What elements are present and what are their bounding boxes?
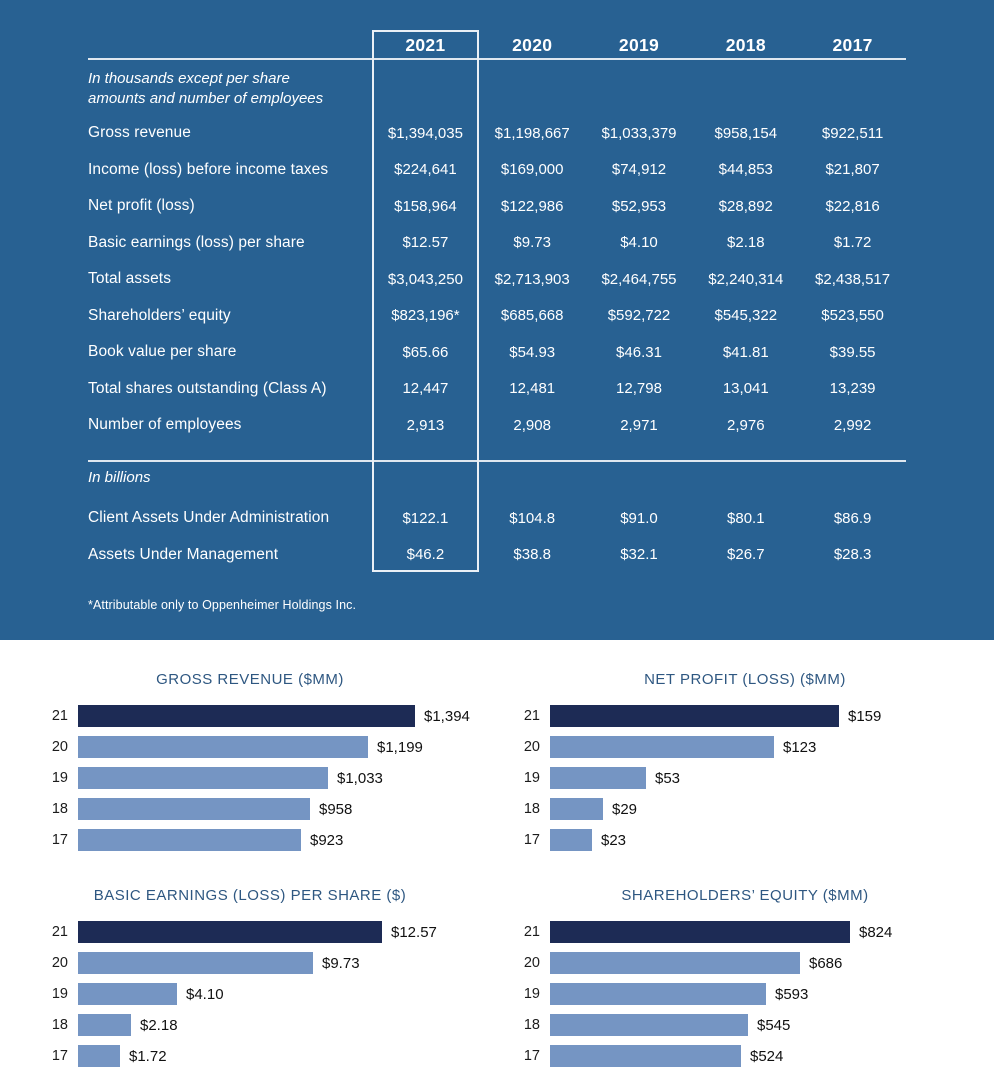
table-row	[88, 413, 906, 437]
row-label: Basic earnings (loss) per share	[88, 233, 305, 251]
units-note-line: In thousands except per share	[88, 70, 290, 87]
bar	[550, 767, 646, 789]
table-cell: $46.2	[406, 546, 445, 563]
bar-row	[510, 983, 980, 1005]
table-cell: $41.81	[722, 343, 769, 361]
bar	[78, 921, 382, 943]
table-cell: 13,239	[829, 380, 876, 397]
chart-bars	[510, 705, 980, 851]
bar-row	[15, 767, 485, 789]
current-year-highlight-box	[372, 30, 479, 572]
table-cell: $122.1	[402, 509, 449, 527]
bar-value-label: $123	[783, 738, 817, 756]
bar-year-label: 18	[523, 801, 540, 817]
row-label: Book value per share	[88, 343, 237, 360]
table-row	[88, 506, 906, 530]
table-cell: $80.1	[727, 509, 765, 527]
bar-row	[15, 983, 485, 1005]
table-row	[88, 340, 906, 364]
table-cell: $922,511	[821, 124, 884, 142]
bar	[550, 1045, 741, 1067]
table-cell: 12,798	[616, 380, 662, 397]
bar-value-label: $545	[757, 1016, 791, 1034]
table-cell: $38.8	[513, 546, 551, 563]
bar	[78, 736, 368, 758]
table-cell: $592,722	[607, 307, 671, 324]
chart-basic-eps	[15, 886, 485, 1076]
table-cell: $158,964	[394, 197, 457, 215]
table-row	[88, 267, 906, 291]
table-cell: $169,000	[500, 161, 564, 178]
bar-value-label: $23	[601, 831, 627, 849]
bar-year-label: 17	[51, 1048, 68, 1064]
table-row	[88, 121, 906, 145]
bar-value-label: $1,394	[424, 707, 470, 725]
table-cell: $22,816	[825, 197, 880, 215]
table-cell: $1,394,035	[387, 124, 463, 142]
bar-value-label: $923	[310, 831, 344, 849]
bar-row	[15, 1045, 485, 1067]
bar	[550, 705, 839, 727]
bar	[78, 1014, 131, 1036]
table-cell: $28,892	[718, 197, 773, 215]
table-cell: 2,908	[513, 416, 551, 434]
table-cell: 12,447	[402, 380, 449, 397]
row-label: Net profit (loss)	[88, 197, 195, 214]
bar	[78, 983, 177, 1005]
bar	[550, 736, 774, 758]
footnote: *Attributable only to Oppenheimer Holdings Inc.	[88, 598, 357, 612]
bar-value-label: $4.10	[186, 985, 224, 1003]
bar-year-label: 19	[523, 770, 540, 786]
bar	[550, 952, 800, 974]
units-note	[88, 69, 323, 108]
header-divider-line	[88, 58, 906, 60]
bar	[78, 829, 301, 851]
year-header: 2020	[512, 34, 553, 55]
table-row	[88, 158, 906, 182]
bar-year-label: 17	[523, 832, 540, 848]
table-cell: $2,438,517	[815, 270, 891, 288]
bar	[550, 983, 766, 1005]
bar-year-label: 21	[523, 708, 540, 724]
chart-bars	[510, 921, 980, 1067]
table-cell: $91.0	[620, 509, 658, 527]
table-row	[88, 304, 906, 328]
bar	[78, 1045, 120, 1067]
chart-title: NET PROFIT (LOSS) ($MM)	[644, 671, 846, 688]
table-row	[88, 231, 906, 255]
bar-year-label: 20	[523, 739, 540, 755]
table-cell: 2,976	[727, 416, 765, 434]
section-label-billions: In billions	[88, 469, 151, 486]
bar	[550, 798, 603, 820]
bar-value-label: $824	[859, 923, 893, 941]
table-cell: $2,464,755	[601, 270, 677, 288]
bar-row	[15, 1014, 485, 1036]
bar-year-label: 17	[51, 832, 68, 848]
bar-row	[510, 1014, 980, 1036]
table-cell: $545,322	[714, 307, 778, 324]
bar-value-label: $524	[750, 1047, 784, 1065]
table-cell: 12,481	[509, 380, 556, 397]
table-cell: $39.55	[829, 343, 876, 361]
table-row	[88, 543, 906, 567]
table-cell: $28.3	[833, 546, 872, 563]
bar	[550, 829, 592, 851]
bar-row	[510, 705, 980, 727]
table-cell: $26.7	[727, 546, 765, 563]
bar-value-label: $1,033	[337, 769, 383, 787]
bar-row	[15, 921, 485, 943]
table-cell: $54.93	[509, 343, 556, 361]
bar-value-label: $53	[655, 769, 681, 787]
bar	[550, 1014, 748, 1036]
table-cell: $86.9	[833, 509, 872, 527]
table-cell: $523,550	[821, 307, 884, 324]
table-cell: 2,913	[406, 416, 445, 434]
bar-year-label: 18	[51, 801, 68, 817]
bar	[78, 952, 313, 974]
bar-year-label: 21	[51, 708, 68, 724]
chart-title: BASIC EARNINGS (LOSS) PER SHARE ($)	[93, 887, 407, 904]
table-cell: $74,912	[611, 161, 667, 178]
chart-gross-revenue	[15, 670, 485, 860]
table-cell: $224,641	[394, 161, 457, 178]
table-cell: $32.1	[620, 546, 658, 563]
table-cell: 2,992	[833, 416, 872, 434]
bar-year-label: 21	[523, 924, 540, 940]
bar-year-label: 20	[523, 955, 540, 971]
bar-row	[510, 767, 980, 789]
chart-title: GROSS REVENUE ($MM)	[156, 671, 344, 688]
bar	[550, 921, 850, 943]
row-label: Gross revenue	[88, 124, 191, 141]
year-header: 2019	[618, 34, 660, 55]
chart-net-profit	[510, 670, 980, 860]
chart-bars	[15, 705, 485, 851]
table-cell: $52,953	[611, 197, 667, 215]
bar-row	[15, 952, 485, 974]
bar-value-label: $686	[809, 954, 843, 972]
bar-value-label: $159	[848, 707, 882, 725]
bar-value-label: $29	[612, 800, 638, 818]
table-cell: $104.8	[509, 509, 556, 527]
table-cell: $2,713,903	[494, 270, 570, 288]
bar-row	[510, 736, 980, 758]
row-label: Client Assets Under Administration	[88, 509, 330, 526]
bar-row	[15, 798, 485, 820]
chart-shareholders-equity	[510, 886, 980, 1076]
table-row	[88, 377, 906, 401]
table-cell: $122,986	[500, 197, 564, 215]
table-cell: $2.18	[727, 234, 765, 251]
table-cell: $4.10	[620, 234, 658, 251]
table-cell: $1.72	[833, 234, 872, 251]
table-cell: $3,043,250	[387, 270, 463, 288]
bar-row	[510, 952, 980, 974]
bar-value-label: $593	[775, 985, 809, 1003]
year-header: 2017	[832, 34, 873, 55]
bar-year-label: 20	[51, 955, 68, 971]
year-header: 2018	[725, 34, 766, 55]
table-cell: $958,154	[714, 124, 778, 142]
bar-row	[15, 705, 485, 727]
row-label: Number of employees	[88, 416, 242, 433]
bar-row	[510, 798, 980, 820]
table-cell: $9.73	[513, 234, 551, 251]
bar-year-label: 20	[51, 739, 68, 755]
table-cell: $65.66	[402, 343, 449, 361]
table-cell: $21,807	[825, 161, 880, 178]
bar-year-label: 19	[51, 986, 68, 1002]
chart-title: SHAREHOLDERS’ EQUITY ($MM)	[621, 887, 869, 904]
bar	[78, 767, 328, 789]
bar-year-label: 19	[523, 986, 540, 1002]
row-label: Total shares outstanding (Class A)	[88, 379, 327, 397]
section-divider-line	[88, 460, 906, 462]
table-cell: 2,971	[620, 416, 658, 434]
bar-row	[15, 736, 485, 758]
year-header: 2021	[405, 34, 446, 55]
row-label: Assets Under Management	[88, 545, 279, 563]
bar	[78, 798, 310, 820]
table-cell: $823,196*	[391, 307, 460, 324]
table-cell: $685,668	[500, 307, 564, 324]
table-cell: $1,198,667	[494, 124, 570, 142]
bar-row	[510, 1045, 980, 1067]
chart-bars	[15, 921, 485, 1067]
row-label: Income (loss) before income taxes	[88, 160, 329, 178]
table-cell: $2,240,314	[708, 270, 784, 288]
bar-value-label: $1,199	[377, 738, 423, 756]
row-label: Shareholders’ equity	[88, 306, 231, 324]
table-cell: 13,041	[722, 380, 769, 397]
bar-year-label: 18	[51, 1017, 68, 1033]
bar	[78, 705, 415, 727]
bar-value-label: $9.73	[322, 954, 360, 972]
bar-value-label: $12.57	[391, 923, 437, 941]
year-header-row	[88, 33, 906, 57]
table-cell: $44,853	[718, 161, 773, 178]
bar-year-label: 21	[51, 924, 68, 940]
bar-year-label: 17	[523, 1048, 540, 1064]
table-cell: $12.57	[402, 234, 449, 251]
bar-year-label: 19	[51, 770, 68, 786]
bar-year-label: 18	[523, 1017, 540, 1033]
bar-value-label: $2.18	[140, 1016, 178, 1034]
table-row	[88, 194, 906, 218]
bar-value-label: $958	[319, 800, 353, 818]
bar-row	[510, 829, 980, 851]
bar-value-label: $1.72	[129, 1047, 167, 1065]
table-cell: $1,033,379	[601, 124, 677, 142]
row-label: Total assets	[88, 270, 172, 287]
bar-row	[15, 829, 485, 851]
table-cell: $46.31	[616, 343, 662, 361]
units-note-line: amounts and number of employees	[88, 89, 324, 107]
bar-row	[510, 921, 980, 943]
